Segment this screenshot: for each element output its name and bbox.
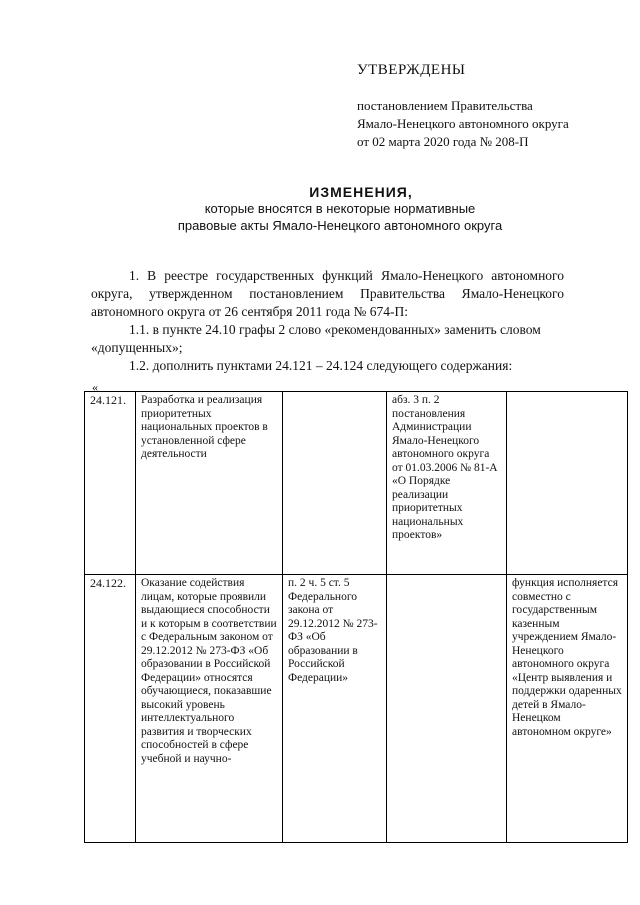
paragraph-1-1: 1.1. в пункте 24.10 графы 2 слово «рекомендованных» заменить словом «допущенных»;	[91, 322, 541, 355]
row-number: 24.122.	[85, 575, 136, 843]
function-name: Разработка и реализация приоритетных национальных проектов в установленной сфере деятельности	[136, 392, 283, 575]
document-subtitle-line: правовые акты Ямало-Ненецкого автономного округа	[177, 218, 503, 233]
document-title: ИЗМЕНЕНИЯ,	[309, 184, 413, 200]
resolution-line: от 02 марта 2020 года № 208-П	[357, 134, 529, 149]
opening-quote: «	[92, 380, 98, 394]
function-regional-act	[387, 575, 507, 843]
row-number: 24.121.	[85, 392, 136, 575]
functions-table	[84, 391, 628, 843]
function-name: Оказание содействия лицам, которые проявили выдающиеся способности и к которым в соответствии с Федеральным законом от 29.12.2012 № 273-ФЗ «Об образовании в Российской Федерации» относятся обучающиеся, показавшие высокий уровень интеллектуального развития и творческих способностей в сфере учебной и научно-	[136, 575, 283, 843]
function-note	[507, 392, 628, 575]
table-row	[85, 392, 628, 575]
paragraph-1-2: 1.2. дополнить пунктами 24.121 – 24.124 следующего содержания:	[129, 358, 513, 373]
function-legal-basis	[283, 392, 387, 575]
function-note: функция исполняется совместно с государственным казенным учреждением Ямало-Ненецкого автономного округа «Центр выявления и поддержки одаренных детей в Ямало-Ненецком автономном округе»	[507, 575, 628, 843]
function-legal-basis: п. 2 ч. 5 ст. 5 Федерального закона от 29.12.2012 № 273-ФЗ «Об образовании в Российской Федерации»	[283, 575, 387, 843]
document-subtitle-line: которые вносятся в некоторые нормативные	[204, 201, 476, 216]
paragraph-1: 1. В реестре государственных функций Ямало-Ненецкого автономного округа, утвержденном постановлением Правительства Ямало-Ненецкого автономного округа от 26 сентября 2011 года № 674-П:	[91, 268, 564, 319]
function-regional-act: абз. 3 п. 2 постановления Администрации Ямало-Ненецкого автономного округа от 01.03.2006 № 81-А «О Порядке реализации приоритетных национальных проектов»	[387, 392, 507, 575]
resolution-line: постановлением Правительства	[357, 98, 533, 113]
document-title-block	[0, 184, 640, 234]
table-row	[85, 575, 628, 843]
resolution-line: Ямало-Ненецкого автономного округа	[357, 116, 569, 131]
approved-heading: УТВЕРЖДЕНЫ	[357, 62, 466, 78]
resolution-block	[357, 97, 569, 151]
